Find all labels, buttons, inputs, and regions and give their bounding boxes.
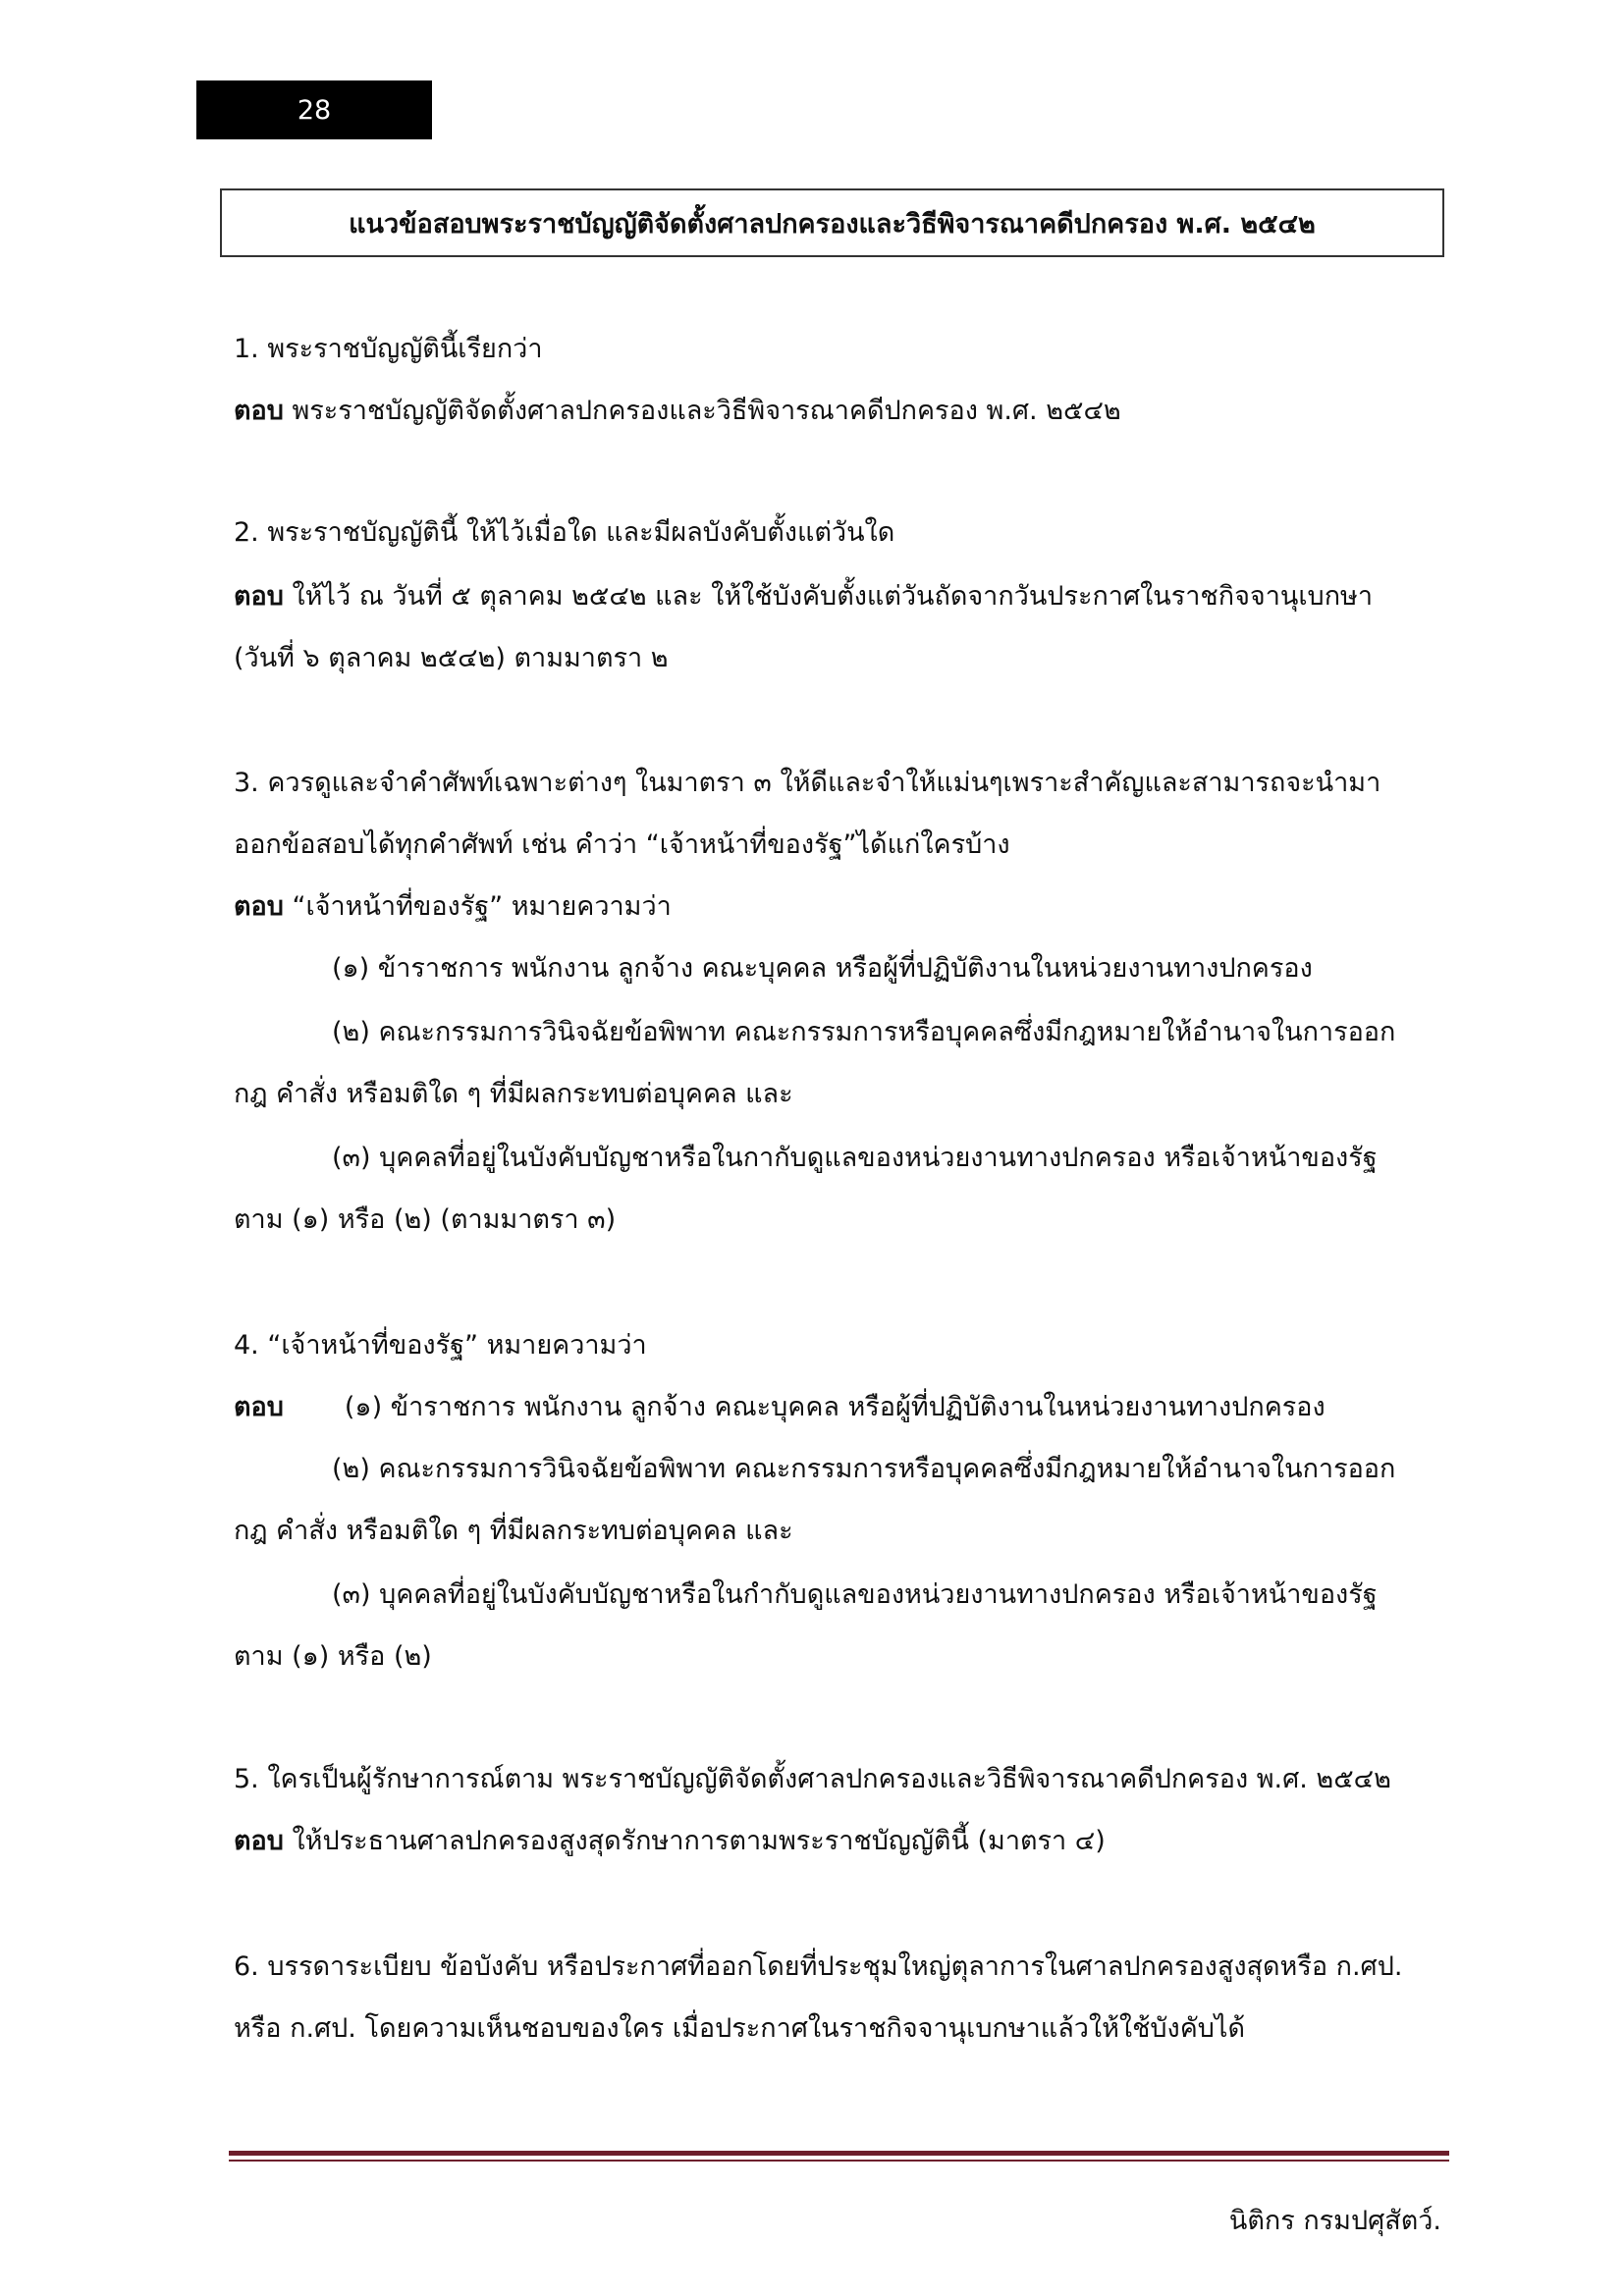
document-title: แนวข้อสอบพระราชบัญญัติจัดตั้งศาลปกครองและวิธีพิจารณาคดีปกครอง พ.ศ. ๒๕๔๒ — [349, 208, 1316, 240]
answer-4-item-2-line-2: กฎ คำสั่ง หรือมติใด ๆ ที่มีผลกระทบต่อบุคคล และ — [234, 1516, 793, 1546]
answer-label: ตอบ — [234, 1826, 284, 1856]
answer-3-item-1: (๑) ข้าราชการ พนักงาน ลูกจ้าง คณะบุคคล หรือผู้ที่ปฏิบัติงานในหน่วยงานทางปกครอง — [332, 953, 1313, 984]
answer-label: ตอบ — [234, 396, 284, 426]
answer-label: ตอบ — [234, 1392, 284, 1422]
question-1: 1. พระราชบัญญัตินี้เรียกว่า — [234, 334, 543, 364]
answer-3: ตอบ “เจ้าหน้าที่ของรัฐ” หมายความว่า — [234, 891, 672, 922]
answer-4-item-3-line-2: ตาม (๑) หรือ (๒) — [234, 1641, 432, 1672]
question-2: 2. พระราชบัญญัตินี้ ให้ไว้เมื่อใด และมีผลบังคับตั้งแต่วันใด — [234, 517, 895, 548]
question-5: 5. ใครเป็นผู้รักษาการณ์ตาม พระราชบัญญัติจัดตั้งศาลปกครองและวิธีพิจารณาคดีปกครอง พ.ศ. ๒๕๔๒ — [234, 1764, 1391, 1794]
question-3-line-2: ออกข้อสอบได้ทุกคำศัพท์ เช่น คำว่า “เจ้าหน้าที่ของรัฐ”ได้แก่ใครบ้าง — [234, 829, 1010, 860]
question-3-line-1: 3. ควรดูและจำคำศัพท์เฉพาะต่างๆ ในมาตรา ๓ ให้ดีและจำให้แม่นๆเพราะสำคัญและสามารถจะนำมา — [234, 768, 1381, 798]
answer-5: ตอบ ให้ประธานศาลปกครองสูงสุดรักษาการตามพระราชบัญญัตินี้ (มาตรา ๔) — [234, 1826, 1106, 1856]
answer-2-line-2: (วันที่ ๖ ตุลาคม ๒๕๔๒) ตามมาตรา ๒ — [234, 643, 669, 673]
footer-rule — [229, 2151, 1449, 2156]
answer-3-item-2-line-2: กฎ คำสั่ง หรือมติใด ๆ ที่มีผลกระทบต่อบุคคล และ — [234, 1079, 793, 1109]
page-number-text: 28 — [297, 94, 332, 126]
footer-rule-thin — [229, 2160, 1449, 2162]
answer-1: ตอบ พระราชบัญญัติจัดตั้งศาลปกครองและวิธีพิจารณาคดีปกครอง พ.ศ. ๒๕๔๒ — [234, 396, 1121, 426]
question-6-line-1: 6. บรรดาระเบียบ ข้อบังคับ หรือประกาศที่ออกโดยที่ประชุมใหญ่ตุลาการในศาลปกครองสูงสุดหรือ ก.ศป. — [234, 1951, 1403, 1982]
answer-label: ตอบ — [234, 581, 284, 612]
footer-author: นิติกร กรมปศุสัตว์. — [1228, 2206, 1441, 2236]
question-6-line-2: หรือ ก.ศป. โดยความเห็นชอบของใคร เมื่อประกาศในราชกิจจานุเบกษาแล้วให้ใช้บังคับได้ — [234, 2013, 1246, 2044]
answer-3-item-3-line-1: (๓) บุคคลที่อยู่ในบังคับบัญชาหรือในกากับดูแลของหน่วยงานทางปกครอง หรือเจ้าหน้าของรัฐ — [332, 1143, 1378, 1173]
question-4: 4. “เจ้าหน้าที่ของรัฐ” หมายความว่า — [234, 1330, 647, 1361]
answer-4-item-2-line-1: (๒) คณะกรรมการวินิจฉัยข้อพิพาท คณะกรรมการหรือบุคคลซึ่งมีกฎหมายให้อำนาจในการออก — [332, 1454, 1396, 1484]
answer-3-item-2-line-1: (๒) คณะกรรมการวินิจฉัยข้อพิพาท คณะกรรมการหรือบุคคลซึ่งมีกฎหมายให้อำนาจในการออก — [332, 1017, 1396, 1047]
answer-4-item-1: ตอบ (๑) ข้าราชการ พนักงาน ลูกจ้าง คณะบุคคล หรือผู้ที่ปฏิบัติงานในหน่วยงานทางปกครอง — [234, 1392, 1326, 1422]
answer-4-item-3-line-1: (๓) บุคคลที่อยู่ในบังคับบัญชาหรือในกำกับดูแลของหน่วยงานทางปกครอง หรือเจ้าหน้าของรัฐ — [332, 1579, 1378, 1610]
answer-3-item-3-line-2: ตาม (๑) หรือ (๒) (ตามมาตรา ๓) — [234, 1204, 617, 1235]
page-number — [196, 80, 432, 139]
answer-label: ตอบ — [234, 891, 284, 922]
document-title-box — [220, 188, 1444, 257]
answer-2-line-1: ตอบ ให้ไว้ ณ วันที่ ๕ ตุลาคม ๒๕๔๒ และ ให้ใช้บังคับตั้งแต่วันถัดจากวันประกาศในราชกิจจานุเบกษา — [234, 581, 1373, 612]
